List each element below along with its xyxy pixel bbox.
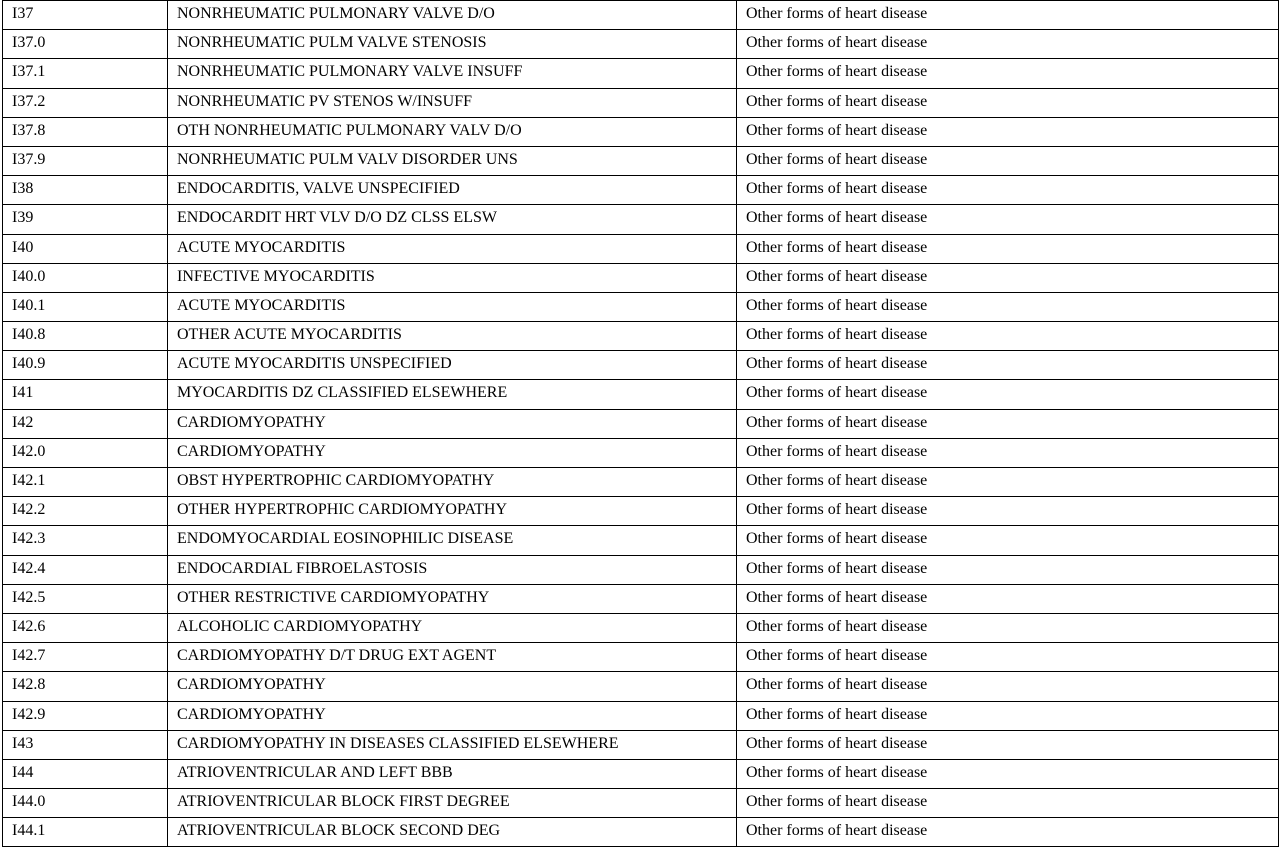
description-cell: ACUTE MYOCARDITIS UNSPECIFIED — [168, 351, 737, 380]
code-cell: I37.2 — [3, 88, 168, 117]
table-row — [3, 205, 1279, 234]
description-cell: OTHER HYPERTROPHIC CARDIOMYOPATHY — [168, 497, 737, 526]
description-cell: NONRHEUMATIC PULM VALV DISORDER UNS — [168, 146, 737, 175]
code-cell: I42.4 — [3, 555, 168, 584]
code-cell: I42.9 — [3, 701, 168, 730]
table-row — [3, 409, 1279, 438]
category-cell: Other forms of heart disease — [737, 468, 1279, 497]
category-cell: Other forms of heart disease — [737, 263, 1279, 292]
table-row — [3, 555, 1279, 584]
code-cell: I42.2 — [3, 497, 168, 526]
code-cell: I40.0 — [3, 263, 168, 292]
code-cell: I43 — [3, 730, 168, 759]
description-cell: NONRHEUMATIC PULMONARY VALVE D/O — [168, 1, 737, 30]
table-row — [3, 613, 1279, 642]
code-cell: I40.1 — [3, 292, 168, 321]
table-row — [3, 351, 1279, 380]
category-cell: Other forms of heart disease — [737, 409, 1279, 438]
category-cell: Other forms of heart disease — [737, 701, 1279, 730]
category-cell: Other forms of heart disease — [737, 613, 1279, 642]
category-cell: Other forms of heart disease — [737, 759, 1279, 788]
description-cell: ACUTE MYOCARDITIS — [168, 292, 737, 321]
category-cell: Other forms of heart disease — [737, 234, 1279, 263]
category-cell: Other forms of heart disease — [737, 30, 1279, 59]
description-cell: NONRHEUMATIC PV STENOS W/INSUFF — [168, 88, 737, 117]
code-cell: I40 — [3, 234, 168, 263]
description-cell: ENDOCARDITIS, VALVE UNSPECIFIED — [168, 176, 737, 205]
diagnosis-code-table — [2, 0, 1279, 847]
category-cell: Other forms of heart disease — [737, 526, 1279, 555]
table-row — [3, 263, 1279, 292]
code-cell: I37.9 — [3, 146, 168, 175]
description-cell: ACUTE MYOCARDITIS — [168, 234, 737, 263]
description-cell: ENDOMYOCARDIAL EOSINOPHILIC DISEASE — [168, 526, 737, 555]
table-row — [3, 438, 1279, 467]
category-cell: Other forms of heart disease — [737, 555, 1279, 584]
table-row — [3, 789, 1279, 818]
code-cell: I44.0 — [3, 789, 168, 818]
description-cell: INFECTIVE MYOCARDITIS — [168, 263, 737, 292]
description-cell: CARDIOMYOPATHY — [168, 438, 737, 467]
table-row — [3, 30, 1279, 59]
description-cell: ALCOHOLIC CARDIOMYOPATHY — [168, 613, 737, 642]
table-row — [3, 759, 1279, 788]
table-row — [3, 322, 1279, 351]
code-cell: I42.1 — [3, 468, 168, 497]
code-cell: I44 — [3, 759, 168, 788]
category-cell: Other forms of heart disease — [737, 59, 1279, 88]
code-cell: I42.6 — [3, 613, 168, 642]
table-row — [3, 117, 1279, 146]
table-row — [3, 701, 1279, 730]
table-row — [3, 468, 1279, 497]
description-cell: CARDIOMYOPATHY — [168, 701, 737, 730]
description-cell: OTHER ACUTE MYOCARDITIS — [168, 322, 737, 351]
table-row — [3, 292, 1279, 321]
description-cell: OTHER RESTRICTIVE CARDIOMYOPATHY — [168, 584, 737, 613]
table-row — [3, 643, 1279, 672]
description-cell: OBST HYPERTROPHIC CARDIOMYOPATHY — [168, 468, 737, 497]
code-cell: I37.8 — [3, 117, 168, 146]
description-cell: ENDOCARDIT HRT VLV D/O DZ CLSS ELSW — [168, 205, 737, 234]
category-cell: Other forms of heart disease — [737, 205, 1279, 234]
code-cell: I37 — [3, 1, 168, 30]
table-row — [3, 88, 1279, 117]
table-row — [3, 672, 1279, 701]
category-cell: Other forms of heart disease — [737, 789, 1279, 818]
code-cell: I40.8 — [3, 322, 168, 351]
code-cell: I41 — [3, 380, 168, 409]
table-body — [3, 1, 1279, 847]
description-cell: ATRIOVENTRICULAR AND LEFT BBB — [168, 759, 737, 788]
table-row — [3, 730, 1279, 759]
description-cell: ENDOCARDIAL FIBROELASTOSIS — [168, 555, 737, 584]
code-cell: I40.9 — [3, 351, 168, 380]
category-cell: Other forms of heart disease — [737, 584, 1279, 613]
code-cell: I38 — [3, 176, 168, 205]
table-row — [3, 584, 1279, 613]
category-cell: Other forms of heart disease — [737, 672, 1279, 701]
table-row — [3, 176, 1279, 205]
table-row — [3, 146, 1279, 175]
table-row — [3, 234, 1279, 263]
category-cell: Other forms of heart disease — [737, 176, 1279, 205]
category-cell: Other forms of heart disease — [737, 322, 1279, 351]
category-cell: Other forms of heart disease — [737, 380, 1279, 409]
table-row — [3, 526, 1279, 555]
code-cell: I39 — [3, 205, 168, 234]
category-cell: Other forms of heart disease — [737, 88, 1279, 117]
code-cell: I37.1 — [3, 59, 168, 88]
description-cell: MYOCARDITIS DZ CLASSIFIED ELSEWHERE — [168, 380, 737, 409]
description-cell: ATRIOVENTRICULAR BLOCK FIRST DEGREE — [168, 789, 737, 818]
category-cell: Other forms of heart disease — [737, 818, 1279, 847]
code-cell: I42.5 — [3, 584, 168, 613]
category-cell: Other forms of heart disease — [737, 497, 1279, 526]
code-cell: I44.1 — [3, 818, 168, 847]
category-cell: Other forms of heart disease — [737, 1, 1279, 30]
category-cell: Other forms of heart disease — [737, 730, 1279, 759]
code-cell: I42 — [3, 409, 168, 438]
description-cell: CARDIOMYOPATHY IN DISEASES CLASSIFIED ELSEWHERE — [168, 730, 737, 759]
description-cell: NONRHEUMATIC PULM VALVE STENOSIS — [168, 30, 737, 59]
description-cell: CARDIOMYOPATHY — [168, 672, 737, 701]
code-cell: I42.0 — [3, 438, 168, 467]
category-cell: Other forms of heart disease — [737, 117, 1279, 146]
code-cell: I37.0 — [3, 30, 168, 59]
category-cell: Other forms of heart disease — [737, 643, 1279, 672]
table-row — [3, 380, 1279, 409]
category-cell: Other forms of heart disease — [737, 292, 1279, 321]
category-cell: Other forms of heart disease — [737, 146, 1279, 175]
code-cell: I42.8 — [3, 672, 168, 701]
description-cell: CARDIOMYOPATHY — [168, 409, 737, 438]
table-row — [3, 59, 1279, 88]
table-row — [3, 818, 1279, 847]
description-cell: NONRHEUMATIC PULMONARY VALVE INSUFF — [168, 59, 737, 88]
description-cell: CARDIOMYOPATHY D/T DRUG EXT AGENT — [168, 643, 737, 672]
table-row — [3, 1, 1279, 30]
description-cell: OTH NONRHEUMATIC PULMONARY VALV D/O — [168, 117, 737, 146]
category-cell: Other forms of heart disease — [737, 351, 1279, 380]
code-cell: I42.3 — [3, 526, 168, 555]
category-cell: Other forms of heart disease — [737, 438, 1279, 467]
table-row — [3, 497, 1279, 526]
description-cell: ATRIOVENTRICULAR BLOCK SECOND DEG — [168, 818, 737, 847]
code-cell: I42.7 — [3, 643, 168, 672]
